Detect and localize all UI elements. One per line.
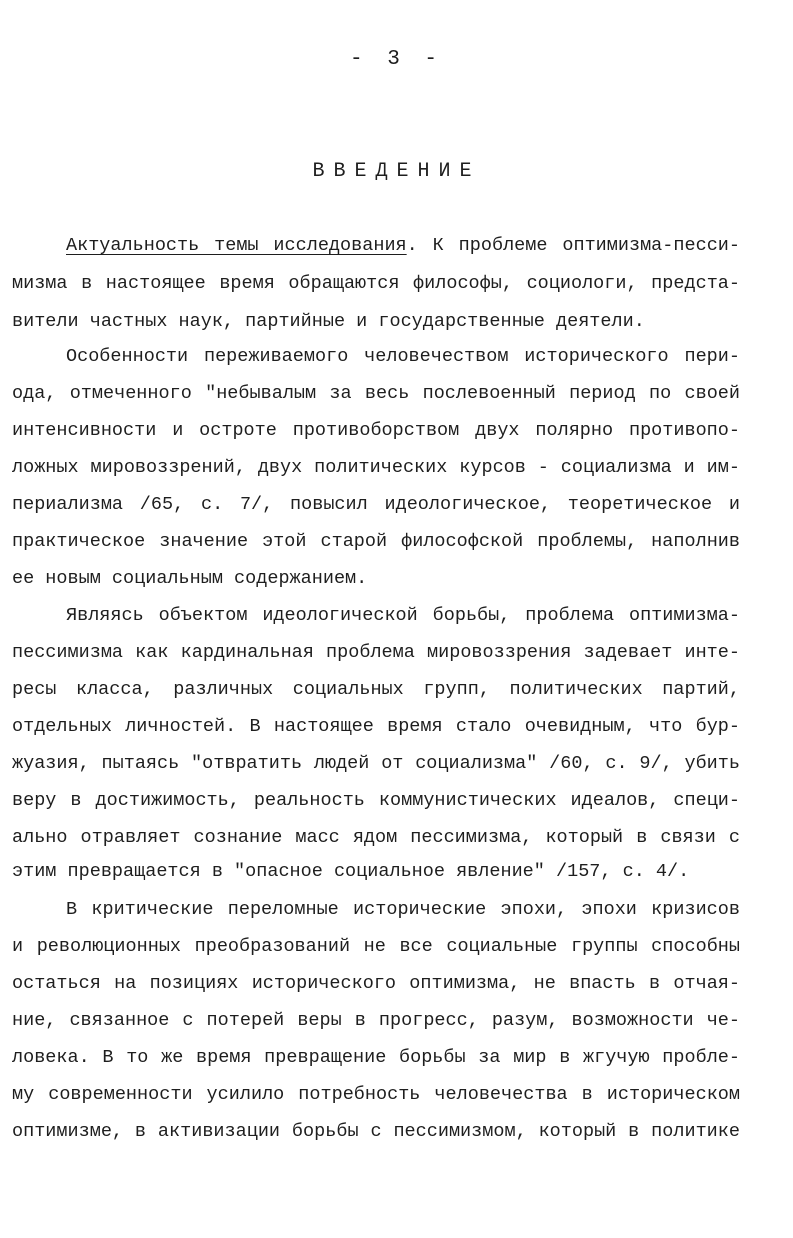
text-line: пессимизма как кардинальная проблема мировоззрения задевает инте- <box>12 642 740 663</box>
text-line: ально отравляет сознание масс ядом пессимизма, который в связи с <box>12 827 740 848</box>
text-line: этим превращается в "опасное социальное явление" /157, с. 4/. <box>12 861 690 882</box>
text-line: Являясь объектом идеологической борьбы, проблема оптимизма- <box>66 605 740 626</box>
text-line: ресы класса, различных социальных групп, политических партий, <box>12 679 740 700</box>
page-title: ВВЕДЕНИЕ <box>312 160 481 183</box>
text-line: Особенности переживаемого человечеством исторического пери- <box>66 346 740 367</box>
text-line: оптимизме, в активизации борьбы с пессимизмом, который в политике <box>12 1121 740 1142</box>
text-line: ловека. В то же время превращение борьбы за мир в жгучую пробле- <box>12 1047 740 1068</box>
text-line: веру в достижимость, реальность коммунистических идеалов, специ- <box>12 790 740 811</box>
text-line: ложных мировоззрений, двух политических курсов - социализма и им- <box>12 457 740 478</box>
text-line: и революционных преобразований не все социальные группы способны <box>12 936 740 957</box>
text-line: вители частных наук, партийные и государственные деятели. <box>12 311 645 332</box>
text-line: жуазия, пытаясь "отвратить людей от социализма" /60, с. 9/, убить <box>12 753 740 774</box>
text-line: В критические переломные исторические эпохи, эпохи кризисов <box>66 899 740 920</box>
text-line: остаться на позициях исторического оптимизма, не впасть в отчая- <box>12 973 740 994</box>
text-line: мизма в настоящее время обращаются философы, социологи, предста- <box>12 273 740 294</box>
text-line: ние, связанное с потерей веры в прогресс, разум, возможности че- <box>12 1010 740 1031</box>
section-title: Актуальность темы исследования <box>66 235 407 256</box>
text-line: му современности усилило потребность человечества в историческом <box>12 1084 740 1105</box>
page-number: - 3 - <box>349 48 443 71</box>
text-line: ода, отмеченного "небывалым за весь послевоенный период по своей <box>12 383 740 404</box>
text-line: периализма /65, с. 7/, повысил идеологическое, теоретическое и <box>12 494 740 515</box>
text-line: ее новым социальным содержанием. <box>12 568 368 589</box>
text-line: отдельных личностей. В настоящее время стало очевидным, что бур- <box>12 716 740 737</box>
text-line: практическое значение этой старой философской проблемы, наполнив <box>12 531 740 552</box>
text-line: интенсивности и остроте противоборством двух полярно противопо- <box>12 420 740 441</box>
text-line: Актуальность темы исследования. К проблеме оптимизма-песси- <box>66 235 740 256</box>
